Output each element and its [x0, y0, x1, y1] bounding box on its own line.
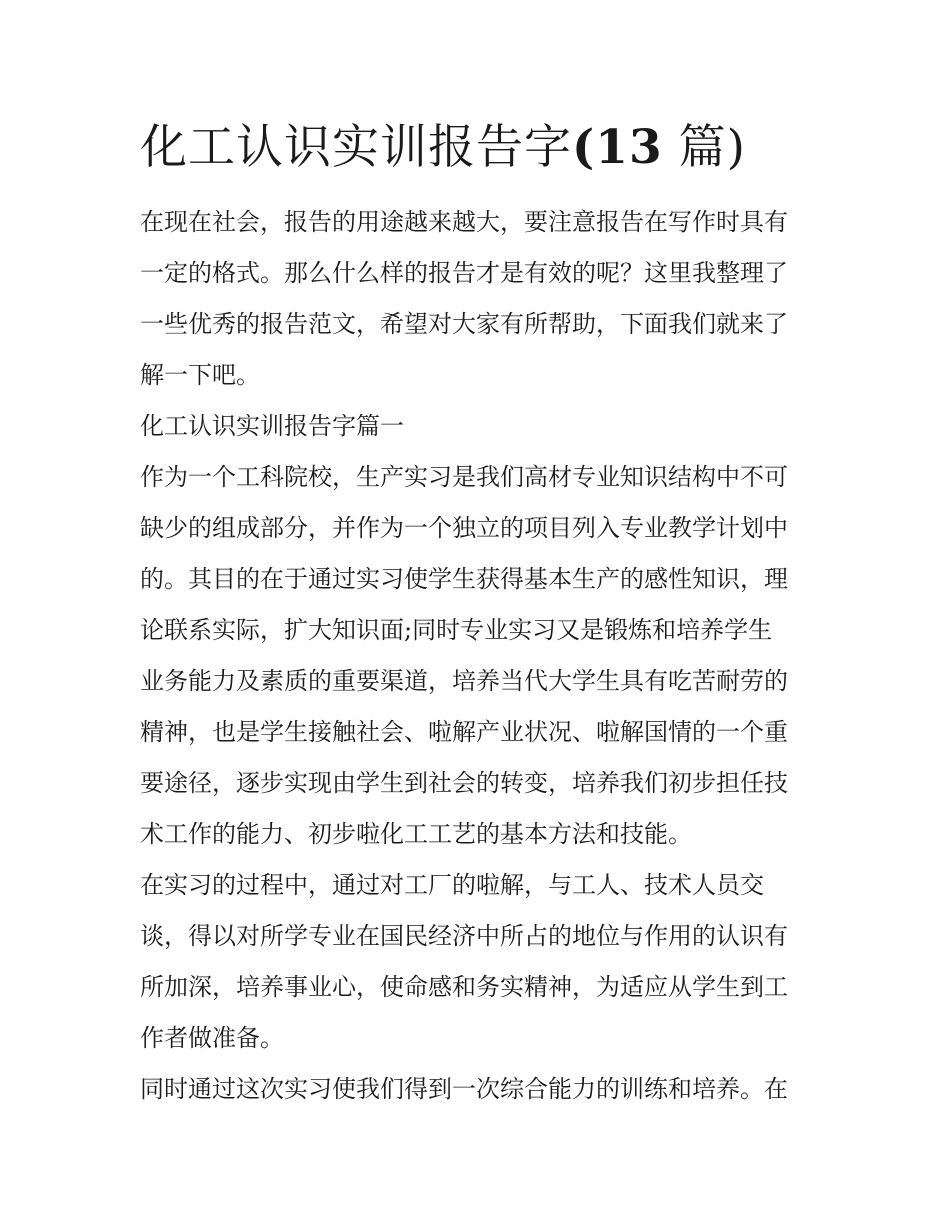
- body-line: 精神，也是学生接触社会、啦解产业状况、啦解国情的一个重: [140, 718, 788, 746]
- body-line: 谈，得以对所学专业在国民经济中所占的地位与作用的认识有: [140, 922, 788, 950]
- body-line: 要途径，逐步实现由学生到社会的转变，培养我们初步担任技: [140, 769, 788, 797]
- body-line: 作者做准备。: [140, 1024, 284, 1052]
- title-suffix: 篇): [678, 120, 746, 175]
- section-heading: 化工认识实训报告字篇一: [140, 412, 404, 440]
- body-line: 一些优秀的报告范文，希望对大家有所帮助，下面我们就来了: [140, 310, 788, 338]
- body-line: 业务能力及素质的重要渠道，培养当代大学生具有吃苦耐劳的: [140, 667, 788, 695]
- body-line: 解一下吧。: [140, 361, 260, 389]
- document-title: [140, 118, 840, 178]
- document-body: [140, 197, 812, 1115]
- body-line: 所加深，培养事业心，使命感和务实精神，为适应从学生到工: [140, 973, 788, 1001]
- title-number: (13: [572, 120, 663, 175]
- body-line: 论联系实际，扩大知识面;同时专业实习又是锻炼和培养学生: [140, 616, 773, 644]
- title-prefix: 化工认识实训报告字: [140, 120, 572, 175]
- body-line: 术工作的能力、初步啦化工工艺的基本方法和技能。: [140, 820, 692, 848]
- body-line: 缺少的组成部分，并作为一个独立的项目列入专业教学计划中: [140, 514, 788, 542]
- body-line: 作为一个工科院校，生产实习是我们高材专业知识结构中不可: [140, 463, 788, 491]
- body-line: 在实习的过程中，通过对工厂的啦解，与工人、技术人员交: [140, 871, 764, 899]
- body-line: 在现在社会，报告的用途越来越大，要注意报告在写作时具有: [140, 208, 788, 236]
- body-line: 同时通过这次实习使我们得到一次综合能力的训练和培养。在: [140, 1075, 788, 1103]
- body-line: 一定的格式。那么什么样的报告才是有效的呢？这里我整理了: [140, 259, 788, 287]
- body-line: 的。其目的在于通过实习使学生获得基本生产的感性知识，理: [140, 565, 788, 593]
